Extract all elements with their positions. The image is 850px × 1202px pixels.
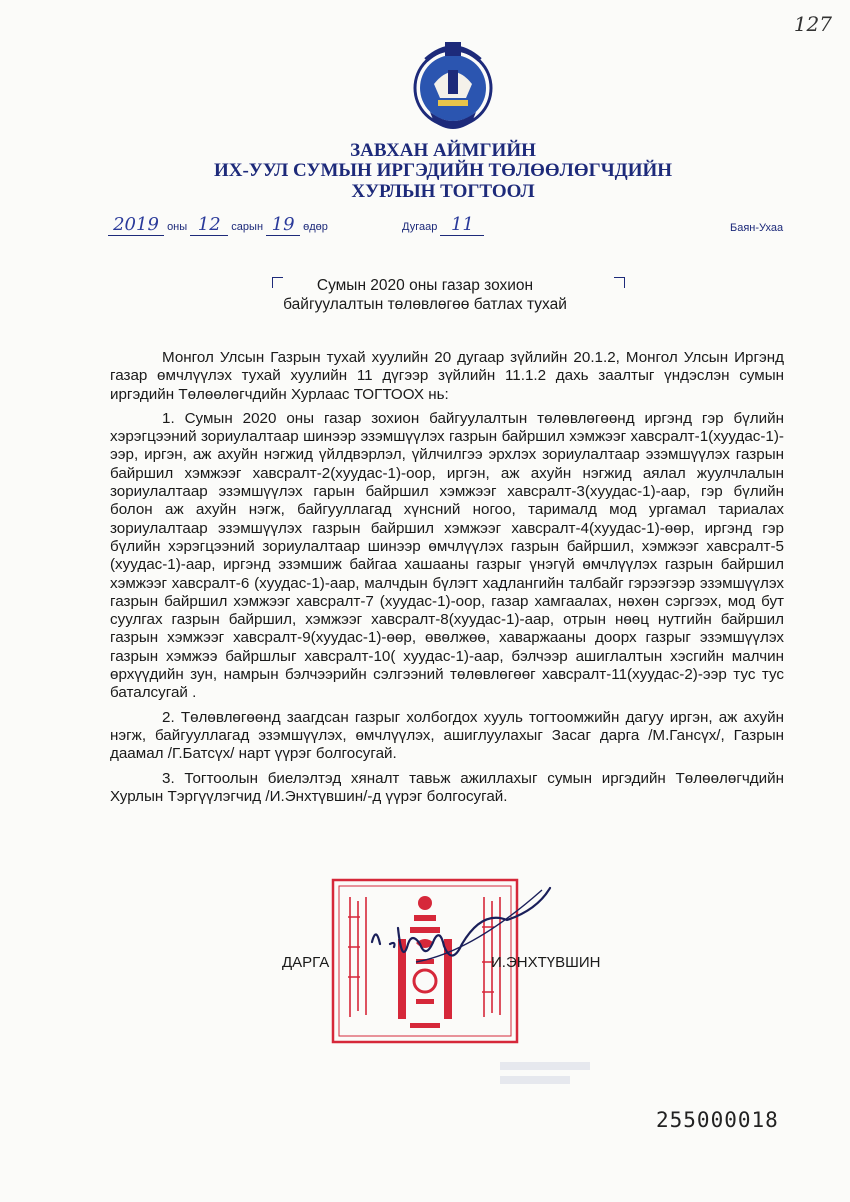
subject-line-1: Сумын 2020 оны газар зохион <box>316 277 534 294</box>
header-line-3: ХУРЛЫН ТОГТООЛ <box>351 181 535 202</box>
handwritten-signature <box>332 870 562 990</box>
preamble-paragraph: Монгол Улсын Газрын тухай хуулийн 20 дугаар зүйлийн 20.1.2, Монгол Улсын Иргэнд газар өмчлүүлэх тухай хуулийн 11 дүгээр зүйлийн 11.1.2 дахь заалтыг үндэслэн сумын иргэдийн Төлөөлөгчдийн Хурлаас ТОГТООХ нь: <box>110 349 784 403</box>
subject-line-2: байгуулалтын төлөвлөгөө батлах тухай <box>283 296 567 313</box>
header-line-1: ЗАВХАН АЙМГИЙН <box>350 140 536 161</box>
serial-number: 255000018 <box>656 1108 779 1132</box>
header-line-2: ИХ-УУЛ СУМЫН ИРГЭДИЙН ТӨЛӨӨЛӨГЧДИЙН <box>213 160 673 181</box>
signatory-name: И.ЭНХТҮВШИН <box>491 954 601 971</box>
month-handwritten: 12 <box>190 214 228 236</box>
day-handwritten: 19 <box>266 214 300 236</box>
subject-block <box>0 276 850 314</box>
number-handwritten: 11 <box>440 214 484 236</box>
item-3-paragraph: 3. Тогтоолын биелэлтэд хяналт тавьж ажиллахыг сумын иргэдийн Төлөөлөгчдийн Хурлын Тэргүүлэгчид /И.Энхтүвшин/-д үүрэг болгосугай. <box>110 769 784 805</box>
item-2-paragraph: 2. Төлөвлөгөөнд заагдсан газрыг холбогдох хууль тогтоомжийн дагуу иргэн, аж ахуйн нэгж, байгууллагад эзэмшүүлэх, өмчлүүлэх, ашиглуулахыг Засаг дарга /М.Гансүх/, Газрын даамал /Г.Батсүх/ нарт үүрэг болгосугай. <box>110 708 784 763</box>
day-label: өдөр <box>303 221 328 233</box>
date-field <box>108 214 328 236</box>
year-handwritten: 2019 <box>108 214 164 236</box>
month-label: сарын <box>231 221 264 233</box>
state-emblem-logo <box>412 40 494 138</box>
item-1-paragraph: 1. Сумын 2020 оны газар зохион байгуулалтын төлөвлөгөөнд иргэнд гэр бүлийн хэрэгцээний зориулалтаар шинээр эзэмшүүлэх газрын байршил хэмжээг хавсралт-1(хуудас-1)-ээр, иргэн, аж ахуйн нэгжид үйлдвэрлэл, үйлчилгээ эрхлэх зориулалтаар эзэмшүүлэх газрын байршил хэмжээг хавсралт-2(хуудас-1)-оор, иргэн, аж ахуйн нэгжид аялал жуулчлалын зориулалтаар эзэмшүүлэх гарын байршил хэмжээг хавсралт-3(хуудас-1)-аар, гэр бүлийн болон аж ахуйн нэгж, байгууллагад хүнсний ногоо, тарималд мод ургамал тариалах зориулалтаар эзэмшүүлэх газрын байршил хэмжээг хавсралт-4(хуудас-1)-өөр, иргэнд гэр бүлийн хэрэгцээний зориулалтаар шинээр өмчлүүлэх газрын байршил, хэмжээг хавсралт-5 (хуудас-1)-аар, иргэнд эзэмшиж байгаа хашааны газрыг үнэгүй өмчлүүлэх газрын байршил хэмжээг хавсралт-6 (хуудас-1)-аар, малчдын бүлэгт хадлангийн талбайг гэрээгээр эзэмшүүлэх газрын байршил хэмжээг хавсралт-7 (хуудас-1)-оор, газар хамгаалах, нөхөн сэргээх, мод бут суулгах газрын байршил, хэмжээг хавсралт-8(хуудас-1)-аар, отрын нөөц нутгийн байршил газрын хэмжээг хавсралт-9(хуудас-1)-өөр, өвөлжөө, хаваржааны доорх газрыг эзэмшүүлэх газрын хэмжээ байршлыг хавсралт-10( хуудас-1)-аар, бэлчээр ашиглалтын хэсгийн малчин өрхүүдийн зун, намрын бэлчээрийн сэлгээний төлөвлөгөөг хавсралт-11(хуудас-2)-ээр тус тус баталсугай . <box>110 409 784 702</box>
number-label: Дугаар <box>402 221 438 233</box>
signatory-title: ДАРГА <box>282 954 330 971</box>
page-number: 127 <box>793 12 832 36</box>
bleed-through-text <box>500 1062 590 1084</box>
resolution-body <box>110 349 784 806</box>
year-label: оны <box>167 221 188 233</box>
number-field <box>402 214 484 236</box>
place-label: Баян-Ухаа <box>730 222 784 234</box>
